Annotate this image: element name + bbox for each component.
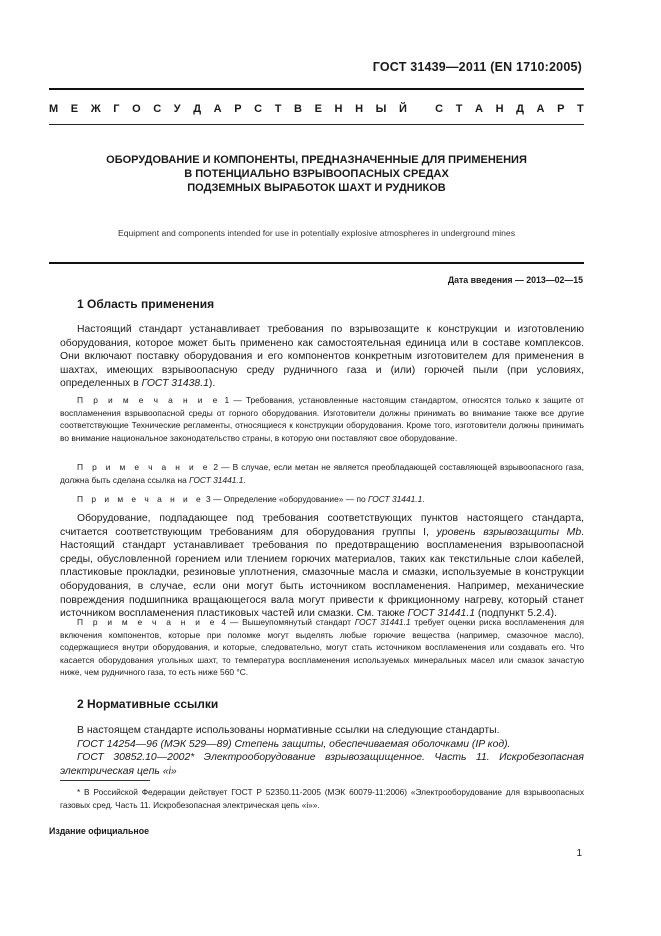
heading-letter: Ы: [375, 103, 387, 115]
scope-paragraph-1: Настоящий стандарт устанавливает требования по взрывозащите к конструкции и изготовлению оборудования, которое может быть применено как самостоятельная единица или в составе комплексов. Они включают поставку оборудования и его компонентов конкретным изготовителем для применения в шахтах, имеющих взрывоопасную среду рудничного газа и (или) горючей пыли (при условиях, определенных в ГОСТ 31438.1).: [60, 324, 584, 390]
heading-letter: Т: [455, 103, 463, 115]
note-4: П р и м е ч а н и е 4 — Вышеупомянутый стандарт ГОСТ 31441.1 требует оценки риска воспламенения для включения компонентов, которые при поломке могут выделять любые горючие вещества (например, смазочное масло), содержащиеся внутри оборудования, и которые, следовательно, могут стать источником воспламенения или создавать его. Что касается оборудования угольных шахт, то температура воспламенения используемых минеральных масел или смазок зачастую ниже, чем рудничного газа, то есть ниже 560 °С.: [60, 617, 584, 678]
document-id: ГОСТ 31439—2011 (EN 1710:2005): [372, 60, 582, 74]
heading-letter: Г: [113, 103, 120, 115]
heading-letter: Ж: [90, 103, 101, 115]
heading-letter: О: [132, 103, 141, 115]
scope-paragraph-2: Оборудование, подпадающее под требования соответствующих пунктов настоящего стандарта, считается соответствующим требованиям для оборудования группы I, уровень взрывозащиты Mb. Настоящий стандарт устанавливает требования по предотвращению воспламенения взрывоопасной среды, обусловленной горением или тлением горючих материалов, таких как текстильные слои кабелей, пластиковые прокладки, резиновые уплотнения, смазочные масла и смазки, используемые в конструкции оборудования, в случае, если они могут быть источником воспламенения. Например, механические повреждения подшипника вращающегося вала могут привести к фрикционному нагреву, который станет источником воспламенения пластиковых частей или смазки. См. также ГОСТ 31441.1 (подпункт 5.2.4).: [60, 513, 584, 620]
heading-letter: У: [173, 103, 181, 115]
heading-letter: Н: [334, 103, 343, 115]
heading-letter: Р: [234, 103, 242, 115]
document-title: [60, 153, 573, 195]
interstate-standard-heading: [49, 103, 584, 115]
heading-letter: Т: [577, 103, 584, 115]
heading-letter: М: [49, 103, 59, 115]
heading-letter: Н: [355, 103, 364, 115]
heading-letter: А: [475, 103, 483, 115]
heading-letter: Т: [274, 103, 282, 115]
footnote-rule: [60, 780, 150, 781]
note-3: П р и м е ч а н и е 3 — Определение «оборудование» — по ГОСТ 31441.1.: [77, 494, 425, 504]
heading-letter: Е: [314, 103, 322, 115]
footnote: * В Российской Федерации действует ГОСТ Р 52350.11-2005 (МЭК 60079-11:2006) «Электрооборудование для взрывоопасных газовых сред. Часть 11. Искробезопасная электрическая цепь «i»».: [60, 787, 584, 810]
title-line-1: ОБОРУДОВАНИЕ И КОМПОНЕНТЫ, ПРЕДНАЗНАЧЕННЫЕ ДЛЯ ПРИМЕНЕНИЯ: [106, 154, 527, 166]
title-rule: [49, 262, 584, 264]
heading-letter: А: [213, 103, 222, 115]
note-1: П р и м е ч а н и е 1 — Требования, установленные настоящим стандартом, относятся только к защите от воспламенения взрывоопасной среды от горного оборудования. Изготовители должны принимать во внимание также все другие соответствующие Технические регламенты, относящиеся к конструкции оборудования. Кроме того, изготовители должны принимать во внимание национальное законодательство страны, в которую они поставляют свое оборудование.: [60, 395, 584, 443]
page-number: 1: [576, 848, 582, 859]
title-line-3: ПОДЗЕМНЫХ ВЫРАБОТОК ШАХТ И РУДНИКОВ: [187, 182, 446, 194]
normative-references: [60, 724, 584, 778]
header-rule: [49, 88, 584, 90]
heading-letter: Й: [398, 103, 407, 115]
reference-gost-30852-10: ГОСТ 30852.10—2002* Электрооборудование взрывозащищенное. Часть 11. Искробезопасная электрическая цепь «i»: [60, 752, 584, 777]
title-line-2: В ПОТЕНЦИАЛЬНО ВЗРЫВООПАСНЫХ СРЕДАХ: [184, 168, 449, 180]
reference-gost-14254: ГОСТ 14254—96 (МЭК 529—89) Степень защиты, обеспечиваемая оболочками (IP код).: [77, 738, 511, 750]
header-rule-lower: [49, 124, 584, 125]
note-2: П р и м е ч а н и е 2 — В случае, если метан не является преобладающей составляющей взрывоопасного газа, должна быть сделана ссылка на ГОСТ 31441.1.: [60, 462, 584, 485]
heading-letter: Р: [557, 103, 565, 115]
heading-letter: Н: [495, 103, 504, 115]
introduction-date: Дата введения — 2013—02—15: [447, 275, 583, 285]
heading-letter: [419, 103, 422, 115]
heading-letter: С: [254, 103, 263, 115]
ref-gost-31438-1: ГОСТ 31438.1: [141, 378, 209, 390]
english-title: Equipment and components intended for use in potentially explosive atmospheres in underground mines: [118, 228, 515, 238]
heading-letter: А: [536, 103, 545, 115]
heading-letter: С: [435, 103, 444, 115]
heading-letter: Д: [193, 103, 202, 115]
section-1-heading: 1 Область применения: [77, 297, 215, 311]
edition-label: Издание официальное: [49, 826, 149, 836]
heading-letter: Е: [70, 103, 79, 115]
heading-letter: В: [294, 103, 302, 115]
heading-letter: Д: [516, 103, 524, 115]
heading-letter: С: [153, 103, 162, 115]
references-intro: В настоящем стандарте использованы нормативные ссылки на следующие стандарты.: [77, 725, 500, 736]
section-2-heading: 2 Нормативные ссылки: [77, 697, 219, 711]
